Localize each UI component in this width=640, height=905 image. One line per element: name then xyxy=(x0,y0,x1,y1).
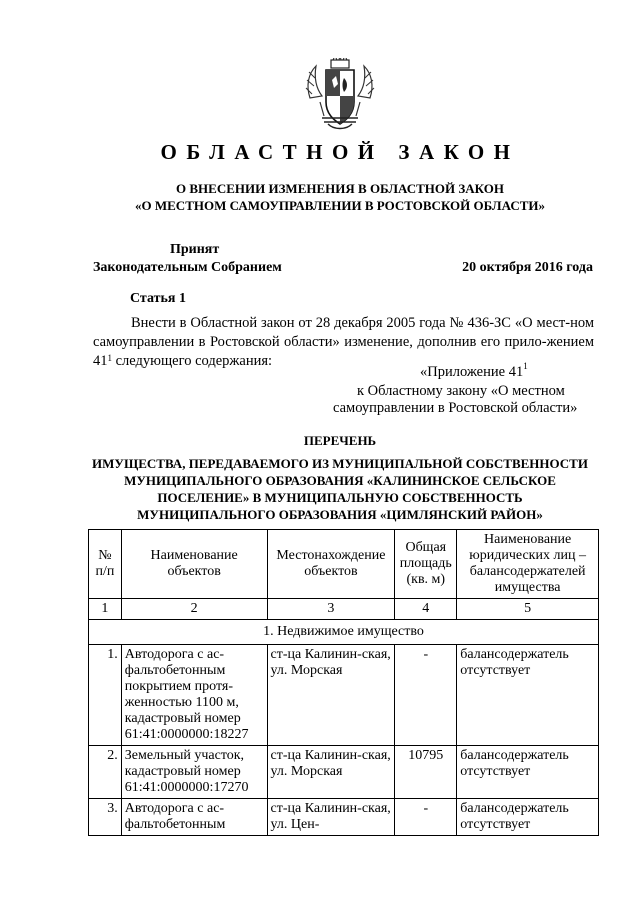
law-title: ОБЛАСТНОЙ ЗАКОН xyxy=(160,140,520,164)
row-area: 10795 xyxy=(395,746,457,799)
appendix-line-2: к Областному закону «О местном xyxy=(357,383,565,399)
row-object-name: Автодорога с ас-фальтобетонным xyxy=(121,799,267,836)
adopted-label: Принят xyxy=(170,242,220,257)
row-location: ст-ца Калинин-ская, ул. Морская xyxy=(267,746,395,799)
row-area: - xyxy=(395,799,457,836)
article-heading: Статья 1 xyxy=(130,291,186,306)
coat-of-arms-emblem xyxy=(302,58,378,130)
list-title: ПЕРЕЧЕНЬ xyxy=(303,433,377,448)
row-object-name: Автодорога с ас-фальтобетонным покрытием протя-женностью 1100 м, кадастровый номер 61:41:0000000:18227 xyxy=(121,645,267,746)
paragraph-text-2: следующего содержания: xyxy=(112,353,273,369)
row-holder: балансодержатель отсутствует xyxy=(457,799,599,836)
header-holder: Наименование юридических лиц – балансодержателей имущества xyxy=(457,530,599,599)
law-subtitle-line-1: О ВНЕСЕНИИ ИЗМЕНЕНИЯ В ОБЛАСТНОЙ ЗАКОН xyxy=(176,181,504,196)
header-location: Местонахождение объектов xyxy=(267,530,395,599)
appendix-line-1 xyxy=(420,361,528,381)
index-cell: 3 xyxy=(267,599,395,620)
table-row xyxy=(89,799,599,836)
row-area: - xyxy=(395,645,457,746)
section-title: 1. Недвижимое имущество xyxy=(89,620,599,645)
list-subtitle-line-2: МУНИЦИПАЛЬНОГО ОБРАЗОВАНИЯ «КАЛИНИНСКОЕ СЕЛЬСКОЕ xyxy=(124,473,556,488)
row-number: 2. xyxy=(89,746,122,799)
law-subtitle-line-2: «О МЕСТНОМ САМОУПРАВЛЕНИИ В РОСТОВСКОЙ ОБЛАСТИ» xyxy=(135,198,545,213)
index-cell: 5 xyxy=(457,599,599,620)
table-header-row xyxy=(89,530,599,599)
list-subtitle-line-3: ПОСЕЛЕНИЕ» В МУНИЦИПАЛЬНУЮ СОБСТВЕННОСТЬ xyxy=(157,490,523,505)
article-paragraph xyxy=(93,314,594,371)
paragraph-text-1: Внести в Областной закон от 28 декабря 2005 года № 436-ЗС «О мест-ном самоуправлении в Ростовской области» изменение, дополнив его прило-жением 41 xyxy=(93,315,594,369)
appendix-line-3: самоуправлении в Ростовской области» xyxy=(333,400,578,416)
header-object-name: Наименование объектов xyxy=(121,530,267,599)
paragraph-superscript: 1 xyxy=(107,353,112,363)
law-subtitle xyxy=(40,180,640,214)
row-number: 3. xyxy=(89,799,122,836)
list-subtitle xyxy=(40,455,640,523)
index-cell: 2 xyxy=(121,599,267,620)
appendix-title: «Приложение 41 xyxy=(420,364,524,380)
property-table xyxy=(88,529,599,836)
index-cell: 1 xyxy=(89,599,122,620)
row-object-name: Земельный участок, кадастровый номер 61:41:0000000:17270 xyxy=(121,746,267,799)
table-row xyxy=(89,746,599,799)
row-location: ст-ца Калинин-ская, ул. Цен- xyxy=(267,799,395,836)
header-area: Общая площадь (кв. м) xyxy=(395,530,457,599)
table-index-row xyxy=(89,599,599,620)
table-section-row xyxy=(89,620,599,645)
list-subtitle-line-1: ИМУЩЕСТВА, ПЕРЕДАВАЕМОГО ИЗ МУНИЦИПАЛЬНОЙ СОБСТВЕННОСТИ xyxy=(92,456,588,471)
index-cell: 4 xyxy=(395,599,457,620)
list-subtitle-line-4: МУНИЦИПАЛЬНОГО ОБРАЗОВАНИЯ «ЦИМЛЯНСКИЙ РАЙОН» xyxy=(137,507,543,522)
row-number: 1. xyxy=(89,645,122,746)
row-holder: балансодержатель отсутствует xyxy=(457,645,599,746)
appendix-superscript: 1 xyxy=(523,361,528,371)
header-number: № п/п xyxy=(89,530,122,599)
adopted-by: Законодательным Собранием xyxy=(93,260,282,275)
row-holder: балансодержатель отсутствует xyxy=(457,746,599,799)
row-location: ст-ца Калинин-ская, ул. Морская xyxy=(267,645,395,746)
table-row xyxy=(89,645,599,746)
adoption-date: 20 октября 2016 года xyxy=(462,260,593,275)
